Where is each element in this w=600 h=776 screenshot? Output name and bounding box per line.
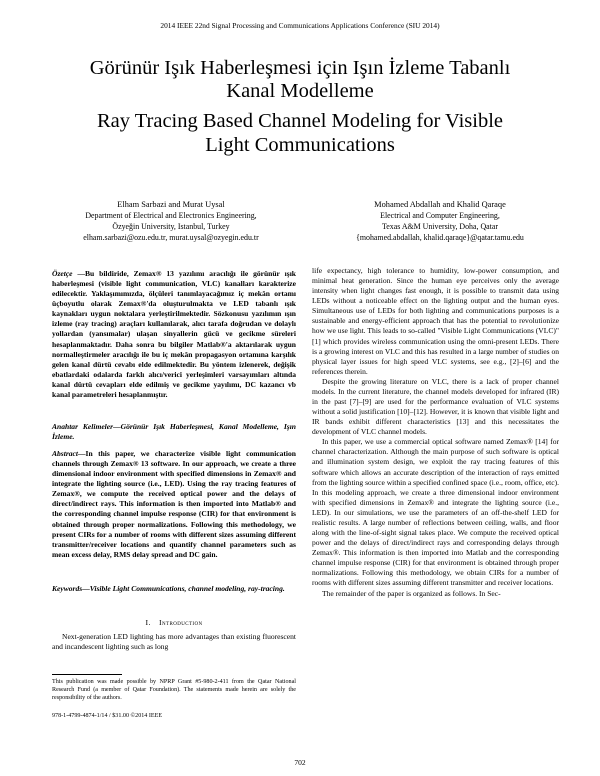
abstract-en-lead: Abstract— xyxy=(52,449,86,458)
author-names: Mohamed Abdallah and Khalid Qaraqe xyxy=(374,200,506,209)
paragraph: life expectancy, high tolerance to humidity, low-power consumption, and minimal heat generation. Since the human eye perceives only the average intensity when light changes fast enough, it is possible to transmit data using LEDs without a noticeable effect on the lighting output and the human eyes. Simultaneous use of LEDs for both lighting and communications purposes is a sustainable and energy-efficient approach that has the potential to revolutionize how we use light. This leads to so-called "Visible Light Communications (VLC)" [1] which provides wireless communication using the omni-present LEDs. There is a growing interest on VLC and this has resulted in a large number of studies on physical layer issues for high speed VLC systems, see e.g., [2]–[6] and the references therein. xyxy=(312,266,559,376)
page-number: 702 xyxy=(294,758,306,767)
intro-text: Next-generation LED lighting has more advantages than existing fluorescent and incandescent lighting such as long xyxy=(52,632,296,652)
author-dept: Electrical and Computer Engineering, xyxy=(380,211,500,220)
abstract-tr-lead: Özetçe — xyxy=(52,269,85,278)
title-en-line2: Light Communications xyxy=(205,134,395,156)
intro-paragraph xyxy=(52,632,296,652)
isbn-line: 978-1-4799-4874-1/14 / $31.00 ©2014 IEEE xyxy=(52,713,163,719)
author-email: elham.sarbazi@ozu.edu.tr, murat.uysal@ozyegin.edu.tr xyxy=(83,233,259,242)
paragraph: The remainder of the paper is organized as follows. In Sec- xyxy=(322,588,501,598)
author-names: Elham Sarbazi and Murat Uysal xyxy=(117,200,225,209)
abstract-tr xyxy=(52,269,296,400)
abstract-en xyxy=(52,449,296,560)
title-tr-line2: Kanal Modelleme xyxy=(226,80,374,102)
keywords-tr-lead: Anahtar Kelimeler— xyxy=(52,422,121,431)
author-dept: Department of Electrical and Electronics Engineering, xyxy=(85,211,257,220)
title-en-line1: Ray Tracing Based Channel Modeling for Visible xyxy=(96,110,504,132)
section-title: Introduction xyxy=(159,618,203,627)
conference-header: 2014 IEEE 22nd Signal Processing and Communications Applications Conference (SIU 2014) xyxy=(160,21,440,30)
section-heading xyxy=(52,618,296,627)
keywords-en-text: Visible Light Communications, channel modeling, ray-tracing. xyxy=(89,584,285,593)
right-column xyxy=(312,266,559,599)
keywords-tr-text: Görünür Işık Haberleşmesi, Kanal Modelleme, Işın İzleme. xyxy=(52,422,296,442)
abstract-tr-text: Bu bildiride, Zemax® 13 yazılımı aracılığı ile görünür ışık haberleşmesi (visible light communication, VLC) kanalları karakterize edilecektir. Yaklaşımımızda, ölçüleri tanımlayacağımız iç mekân ortamı üçboyutlu olarak Zemax®'da oluşturulmakta ve LED tabanlı ışık kaynakları uygun noktalara yerleştirilmektedir. Sözkonusu yazılımın ışın izleme (ray tracing) araçları kullanılarak, alıcı tarafa doğrudan ve dolaylı yollardan (yansımalar) ulaşan sinyallerin gücü ve gecikme süreleri hesaplanmaktadır. Daha sonra bu bilgiler Matlab®'a aktarılarak uygun normalleştirmeler aracılığı ile bu iç mekân propagasyon ortamına karşılık gelen kanal dürtü cevabı elde edilmektedir. Bu yöntem izlenerek, değişik ebatlardaki odalarda farklı alıcı/verici yerleşimleri varsayımları altında kanal dürtü cevapları elde edilmiş ve gecikme yayılımı, DC kazancı vb kanal parametreleri hesaplanmıştır. xyxy=(52,269,297,399)
keywords-en-lead: Keywords— xyxy=(52,584,90,593)
author-affiliation: Özyeğin University, Istanbul, Turkey xyxy=(112,222,230,231)
author-block-2 xyxy=(318,199,562,243)
keywords-tr xyxy=(52,422,296,442)
author-block-1 xyxy=(40,199,302,243)
paragraph: Despite the growing literature on VLC, there is a lack of proper channel models. In the current literature, the channel models developed for infrared (IR) in the past [7]–[9] are used for the performance evaluation of VLC systems without a solid justification [10]–[12]. However, it is known that visible light and IR bands exhibit different characteristics [13] and this necessitates the development of VLC channel models. xyxy=(312,376,559,437)
paragraph: In this paper, we use a commercial optical software named Zemax® [14] for channel characterization. Although the main purpose of such software is optical and illumination system design, we exploit the ray tracing features of this software which allows an accurate description of the interaction of rays emitted from the lighting source within a specified confined space (i.e., room, office, etc). In this modeling approach, we create a three dimensional indoor environment with specified dimensions in Zemax® and integrate the lighting source (i.e., LED). In our simulations, we use the parameters of an off-the-shelf LED for realistic results. A large number of reflections between ceiling, walls, and floor along with the line-of-sight signal takes place. We compute the received optical power and the delays of direct/indirect rays and corresponding delays through Zemax®. This information is then imported into Matlab and the corresponding channel impulse response (CIR) for that environment is obtained through proper normalizations. Following this methodology, we obtain CIRs for a number of rooms with different sizes assuming different transmitter and receiver locations. xyxy=(312,437,559,588)
abstract-en-text: In this paper, we characterize visible light communication channels through Zemax® 13 software. In our approach, we create a three dimensional indoor environment with specified dimensions in Zemax® and integrate the lighting source (i.e., LED). Using the ray tracing features of Zemax®, we compute the received optical power and the delays of direct/indirect rays. This information is then imported into Matlab® and the corresponding channel impulse response (CIR) for that environment is obtained through proper normalizations. Following this methodology, we present CIRs for a number of rooms with different sizes assuming different transmitter/receiver locations and quantify channel parameters such as mean excess delay, RMS delay spread and DC gain. xyxy=(52,449,296,559)
footnote-rule xyxy=(52,674,122,675)
keywords-en xyxy=(52,584,296,594)
author-affiliation: Texas A&M University, Doha, Qatar xyxy=(382,222,498,231)
author-email: {mohamed.abdallah, khalid.qaraqe}@qatar.tamu.edu xyxy=(356,233,524,242)
section-number: I. xyxy=(145,618,151,627)
title-tr-line1: Görünür Işık Haberleşmesi için Işın İzleme Tabanlı xyxy=(89,57,511,79)
footnote: This publication was made possible by NPRP Grant #5-980-2-411 from the Qatar National Research Fund (a member of Qatar Foundation). The statements made herein are solely the responsibility of the authors. xyxy=(52,679,296,702)
